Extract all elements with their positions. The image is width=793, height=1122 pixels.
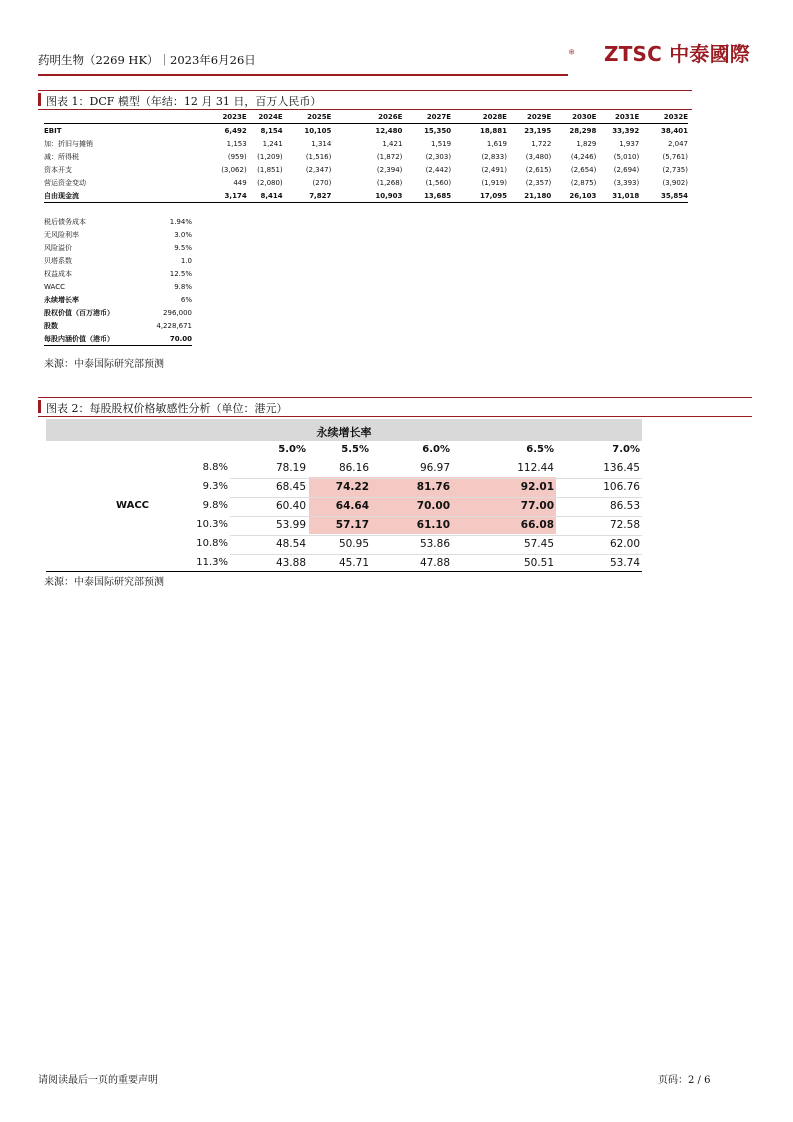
sensitivity-cell: 53.74: [609, 557, 640, 569]
dcf-cell: 1,153: [226, 139, 247, 148]
dcf-cell: 18,881: [479, 126, 507, 135]
dcf-cell: (2,735): [662, 165, 688, 174]
param-value: 6%: [180, 295, 192, 304]
dcf-cell: 8,414: [247, 189, 283, 203]
figure1-source: 来源：中泰国际研究部预测: [44, 359, 164, 370]
dcf-row-label: 营运资金变动: [44, 178, 86, 187]
dcf-cell: (5,010): [613, 152, 640, 161]
dcf-cell: (4,246): [570, 152, 597, 161]
sensitivity-cell: 60.40: [275, 500, 306, 512]
dcf-cell: (1,872): [376, 152, 403, 161]
param-label: 贝塔系数: [44, 256, 72, 265]
param-row: [44, 228, 192, 241]
dcf-cell: (2,694): [613, 165, 640, 174]
dcf-cell: (1,851): [257, 165, 283, 174]
dcf-cell: 23,195: [524, 126, 552, 135]
dcf-cell: 3,174: [149, 189, 247, 203]
header-rule: [38, 74, 568, 76]
dcf-cell: (3,902): [662, 178, 688, 187]
dcf-cell: 1,722: [531, 139, 552, 148]
brand-cn: 中泰國際: [669, 42, 751, 66]
param-label: WACC: [44, 282, 65, 291]
dcf-cell: 7,827: [283, 189, 332, 203]
dcf-cell: 10,105: [304, 126, 332, 135]
dcf-params-table: [44, 215, 192, 346]
param-label: 权益成本: [44, 269, 72, 278]
param-value: 12.5%: [169, 269, 192, 278]
dcf-col-header: 2028E: [451, 111, 507, 124]
sensitivity-cell: 62.00: [609, 538, 640, 550]
dcf-col-header: 2030E: [551, 111, 596, 124]
dcf-row-label: 加：折旧与摊销: [44, 139, 93, 148]
sensitivity-cell: 70.00: [416, 500, 450, 512]
dcf-cell: 1,519: [431, 139, 452, 148]
dcf-cell: (5,761): [662, 152, 688, 161]
sensitivity-cell: 57.45: [523, 538, 554, 550]
dcf-cell: 13,685: [402, 189, 451, 203]
dcf-cell: 17,095: [451, 189, 507, 203]
sensitivity-cell: 72.58: [609, 519, 640, 531]
param-row: [44, 280, 192, 293]
brand-name: [604, 38, 750, 67]
dcf-row-label: 减：所得税: [44, 152, 79, 161]
dcf-cell: (2,357): [525, 178, 552, 187]
sensitivity-cell: 48.54: [275, 538, 306, 550]
sensitivity-cell: 50.51: [523, 557, 554, 569]
dcf-cell: 28,298: [569, 126, 597, 135]
dcf-cell: (2,394): [376, 165, 403, 174]
dcf-cell: (270): [312, 178, 332, 187]
sensitivity-cell: 53.99: [275, 519, 306, 531]
dcf-cell: 38,401: [660, 126, 688, 135]
param-label: 无风险利率: [44, 230, 79, 239]
dcf-cell: 33,392: [612, 126, 640, 135]
param-value: 296,000: [163, 308, 192, 317]
dcf-table: [44, 111, 688, 203]
sensitivity-cell: 112.44: [517, 462, 554, 474]
param-value: 9.5%: [174, 243, 192, 252]
param-label: 每股内涵价值（港币）: [44, 332, 142, 346]
sensitivity-cell: 57.17: [335, 519, 369, 531]
sensitivity-cell: 45.71: [338, 557, 369, 569]
param-row: [44, 306, 192, 319]
sensitivity-cell: 61.10: [416, 519, 450, 531]
sensitivity-cell: 68.45: [275, 481, 306, 493]
figure1-title-box: [38, 90, 692, 110]
wacc-row-label: 10.3%: [196, 519, 228, 530]
param-value: 70.00: [142, 332, 192, 346]
param-row: [44, 332, 192, 346]
dcf-cell: (3,480): [525, 152, 552, 161]
sensitivity-header: [46, 419, 642, 441]
growth-rate-col: 5.5%: [341, 444, 369, 455]
dcf-col-header: 2029E: [507, 111, 551, 124]
wacc-row-label: 8.8%: [202, 462, 228, 473]
figure2-title-accent: [38, 400, 41, 413]
ztsc-logo-icon: [569, 37, 599, 67]
growth-rate-header: 永续增长率: [316, 426, 372, 439]
dcf-row: [44, 124, 688, 138]
dcf-row-label: EBIT: [44, 126, 62, 135]
figure2-source: 来源：中泰国际研究部预测: [44, 577, 164, 588]
dcf-row: [44, 163, 688, 176]
dcf-cell: (2,303): [425, 152, 452, 161]
figure1-title: 图表 1：DCF 模型（年结：12 月 31 日，百万人民币）: [46, 95, 322, 108]
dcf-cell: (2,833): [481, 152, 507, 161]
dcf-cell: (2,442): [425, 165, 452, 174]
dcf-cell: (2,615): [525, 165, 552, 174]
dcf-header-label: [44, 111, 149, 124]
param-label: 永续增长率: [44, 295, 79, 304]
sensitivity-cell: 86.53: [609, 500, 640, 512]
dcf-cell: 12,480: [375, 126, 403, 135]
sensitivity-cell: 43.88: [275, 557, 306, 569]
dcf-cell: (2,080): [257, 178, 283, 187]
dcf-col-header: 2027E: [402, 111, 451, 124]
dcf-row-label: 资本开支: [44, 165, 72, 174]
wacc-row-label: 11.3%: [196, 557, 228, 568]
dcf-row: [44, 150, 688, 163]
dcf-cell: 2,047: [667, 139, 688, 148]
dcf-cell: 21,180: [507, 189, 551, 203]
row-divider: [230, 535, 642, 536]
wacc-row-label: 9.3%: [202, 481, 228, 492]
sensitivity-cell: 86.16: [338, 462, 369, 474]
param-row: [44, 254, 192, 267]
sensitivity-cell: 136.45: [603, 462, 640, 474]
dcf-cell: 10,903: [331, 189, 402, 203]
row-divider: [230, 478, 642, 479]
sensitivity-cell: 106.76: [603, 481, 640, 493]
dcf-cell: 31,018: [596, 189, 639, 203]
sensitivity-cell: 50.95: [338, 538, 369, 550]
dcf-cell: (1,919): [481, 178, 507, 187]
sensitivity-cell: 92.01: [520, 481, 554, 493]
figure2-title: 图表 2：每股股权价格敏感性分析（单位：港元）: [46, 402, 288, 415]
param-row: [44, 215, 192, 228]
dcf-cell: 8,154: [260, 126, 283, 135]
growth-rate-col: 6.5%: [526, 444, 554, 455]
dcf-cell: 1,937: [619, 139, 640, 148]
dcf-cell: (2,491): [481, 165, 507, 174]
param-row: [44, 293, 192, 306]
dcf-cell: (1,209): [257, 152, 283, 161]
param-value: 1.94%: [169, 217, 192, 226]
dcf-row: [44, 137, 688, 150]
row-divider: [230, 516, 642, 517]
dcf-col-header: 2032E: [639, 111, 688, 124]
growth-rate-col: 5.0%: [278, 444, 306, 455]
param-label: 股权价值（百万港币）: [44, 308, 114, 317]
growth-rate-col: 6.0%: [422, 444, 450, 455]
dcf-row: [44, 189, 688, 203]
dcf-row: [44, 176, 688, 189]
dcf-col-header: 2026E: [331, 111, 402, 124]
dcf-cell: (2,654): [570, 165, 597, 174]
param-row: [44, 267, 192, 280]
sensitivity-cell: 96.97: [419, 462, 450, 474]
sensitivity-cell: 78.19: [275, 462, 306, 474]
sensitivity-cell: 81.76: [416, 481, 450, 493]
param-value: 1.0: [180, 256, 192, 265]
dcf-col-header: 2025E: [283, 111, 332, 124]
dcf-cell: (1,560): [425, 178, 452, 187]
figure1-title-accent: [38, 93, 41, 106]
wacc-axis-label: WACC: [116, 500, 149, 511]
report-header: 药明生物（2269 HK）｜2023年6月26日: [38, 53, 256, 67]
page-number: 页码：2 / 6: [658, 1075, 711, 1086]
dcf-cell: 449: [233, 178, 247, 187]
brand-en: ZTSC: [604, 42, 663, 66]
param-row: [44, 319, 192, 332]
dcf-row-label: 自由现金流: [44, 189, 149, 203]
wacc-row-label: 9.8%: [202, 500, 228, 511]
dcf-cell: (3,062): [221, 165, 247, 174]
sensitivity-cell: 53.86: [419, 538, 450, 550]
dcf-cell: 1,314: [311, 139, 332, 148]
dcf-cell: (959): [227, 152, 247, 161]
sensitivity-cell: 64.64: [335, 500, 369, 512]
dcf-cell: 35,854: [639, 189, 688, 203]
dcf-cell: 6,492: [224, 126, 247, 135]
dcf-cell: (3,393): [613, 178, 640, 187]
sensitivity-cell: 66.08: [520, 519, 554, 531]
param-row: [44, 241, 192, 254]
param-value: 9.8%: [174, 282, 192, 291]
param-label: 税后债务成本: [44, 217, 86, 226]
growth-rate-col: 7.0%: [612, 444, 640, 455]
dcf-cell: 1,421: [382, 139, 403, 148]
dcf-cell: (2,875): [570, 178, 597, 187]
param-label: 风险溢价: [44, 243, 72, 252]
dcf-cell: 26,103: [551, 189, 596, 203]
row-divider: [230, 554, 642, 555]
sensitivity-cell: 77.00: [520, 500, 554, 512]
dcf-col-header: 2031E: [596, 111, 639, 124]
dcf-cell: (1,516): [305, 152, 332, 161]
sensitivity-cell: 74.22: [335, 481, 369, 493]
dcf-cell: 1,241: [262, 139, 283, 148]
wacc-row-label: 10.8%: [196, 538, 228, 549]
dcf-cell: 1,829: [576, 139, 597, 148]
sensitivity-bottom-rule: [46, 571, 642, 572]
param-value: 4,228,671: [156, 321, 192, 330]
sensitivity-cell: 47.88: [419, 557, 450, 569]
dcf-cell: 15,350: [424, 126, 452, 135]
dcf-cell: (2,347): [305, 165, 332, 174]
footer-disclaimer: 请阅读最后一页的重要声明: [38, 1075, 158, 1086]
figure2-title-box: [38, 397, 752, 417]
param-value: 3.0%: [174, 230, 192, 239]
dcf-cell: (1,268): [376, 178, 403, 187]
param-label: 股数: [44, 321, 58, 330]
dcf-col-header: 2023E: [149, 111, 247, 124]
dcf-col-header: 2024E: [247, 111, 283, 124]
dcf-cell: 1,619: [486, 139, 507, 148]
row-divider: [230, 497, 642, 498]
